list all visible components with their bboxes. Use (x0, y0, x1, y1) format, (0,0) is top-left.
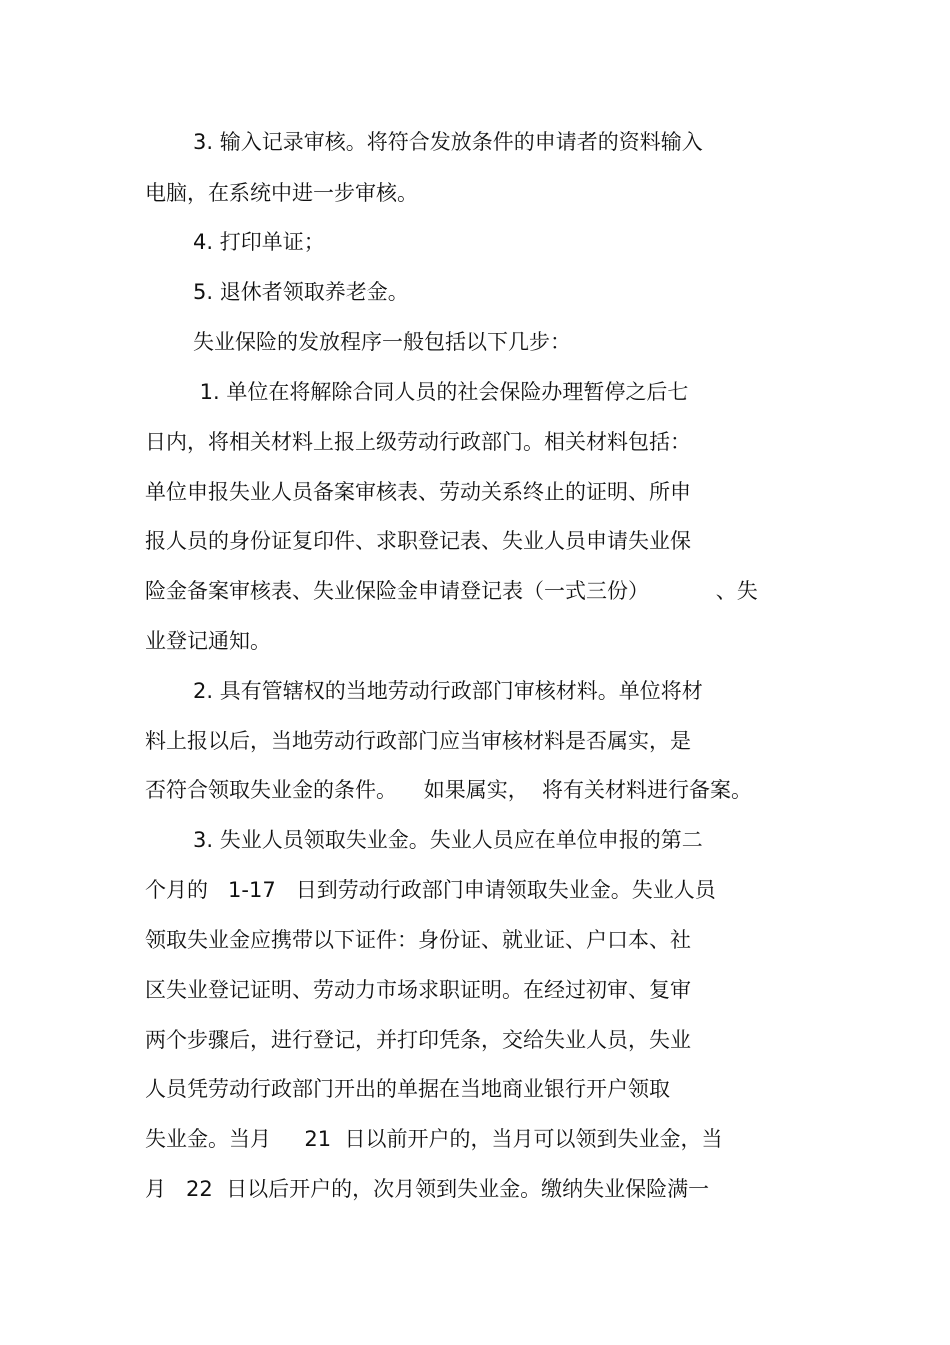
text-line-20: 人员凭劳动行政部门开出的单据在当地商业银行开户领取 (145, 1077, 670, 1101)
text-line-5: 失业保险的发放程序一般包括以下几步： (193, 330, 571, 354)
text-line-13: 料上报以后，当地劳动行政部门应当审核材料是否属实，是 (145, 729, 691, 753)
text-line-3: 4. 打印单证； (193, 230, 325, 254)
text-line-17: 领取失业金应携带以下证件：身份证、就业证、户口本、社 (145, 928, 691, 952)
text-line-15: 3. 失业人员领取失业金。失业人员应在单位申报的第二 (193, 828, 703, 852)
text-line-21: 失业金。当月 21 日以前开户的，当月可以领到失业金，当 (145, 1127, 723, 1151)
text-line-11: 业登记通知。 (145, 629, 271, 653)
text-line-1: 3. 输入记录审核。将符合发放条件的申请者的资料输入 (193, 130, 703, 154)
text-line-7: 日内，将相关材料上报上级劳动行政部门。相关材料包括： (145, 430, 691, 454)
text-line-4: 5. 退休者领取养老金。 (193, 280, 409, 304)
text-line-9: 报人员的身份证复印件、求职登记表、失业人员申请失业保 (145, 529, 691, 553)
text-line-16: 个月的 1-17 日到劳动行政部门申请领取失业金。失业人员 (145, 878, 716, 902)
text-line-2: 电脑，在系统中进一步审核。 (145, 181, 418, 205)
text-line-19: 两个步骤后，进行登记，并打印凭条，交给失业人员，失业 (145, 1028, 691, 1052)
text-line-8: 单位申报失业人员备案审核表、劳动关系终止的证明、所申 (145, 480, 691, 504)
text-line-12: 2. 具有管辖权的当地劳动行政部门审核材料。单位将材 (193, 679, 703, 703)
text-line-14: 否符合领取失业金的条件。 如果属实， 将有关材料进行备案。 (145, 778, 753, 802)
text-line-6: 1. 单位在将解除合同人员的社会保险办理暂停之后七 (193, 380, 689, 404)
text-line-10: 险金备案审核表、失业保险金申请登记表（一式三份） 、失 (145, 579, 758, 603)
text-line-18: 区失业登记证明、劳动力市场求职证明。在经过初审、复审 (145, 978, 691, 1002)
text-line-22: 月 22 日以后开户的，次月领到失业金。缴纳失业保险满一 (145, 1177, 710, 1201)
